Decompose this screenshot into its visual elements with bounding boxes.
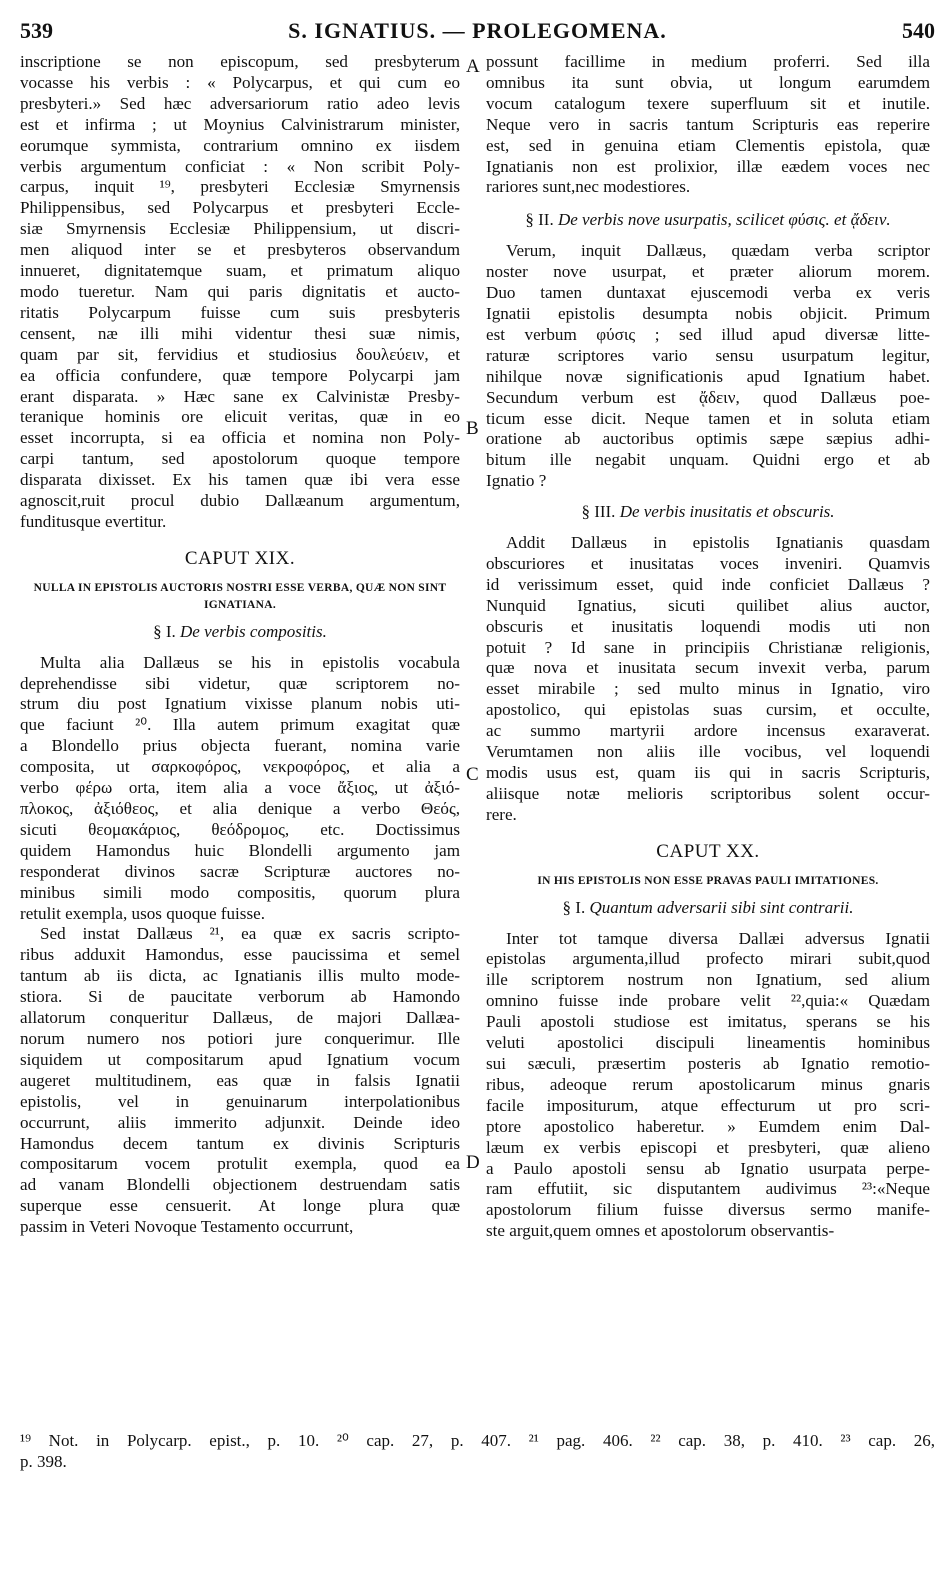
- text-line: agnoscit,ruit procul dubio Dallæanum argumentum,: [20, 491, 460, 511]
- text-line: rere.: [486, 804, 517, 824]
- text-line: allatorum conqueritur Dallæus, de majori Dallæa-: [20, 1008, 460, 1028]
- text-line: est verbum φύσις ; sed illud apud diversæ litte-: [486, 324, 930, 344]
- text-line: disparata dixisset. Ex his tamen quæ ibi vera esse: [20, 470, 460, 490]
- page-number-left: 539: [20, 18, 53, 43]
- text-line: responderat divinos sacræ Scripturæ auctores no-: [20, 861, 460, 881]
- text-line: verbo φέρω orta, item alia a voce ἄξιος, ut ἀξιό-: [20, 778, 460, 798]
- text-line: carpi tantum, sed apostolorum quoque tempore: [20, 449, 460, 469]
- text-line: Addit Dallæus in epistolis Ignatianis quasdam: [506, 533, 930, 553]
- left-column: [20, 52, 460, 1238]
- text-line: ram effutiit, sic disputantem audivimus ²³:«Neque: [486, 1179, 930, 1199]
- text-line: est, sed in genuina etiam Clementis epistola, quæ: [486, 135, 930, 155]
- text-line: Philippensibus, sed Polycarpus et presbyteri Eccle-: [20, 198, 460, 218]
- text-line: Sed instat Dallæus ²¹, ea quæ ex sacris scripto-: [40, 924, 460, 944]
- text-line: innueret, dignitatemque suam, et primatum aliquo: [20, 261, 460, 281]
- footnote-line: ¹⁹ Not. in Polycarp. epist., p. 10. ²⁰ cap. 27, p. 407. ²¹ pag. 406. ²² cap. 38, p. 410. ²³ cap. 26,: [20, 1431, 935, 1450]
- text-line: Nunquid Ignatius, sicuti quilibet alius auctor,: [486, 595, 930, 615]
- right-column: [486, 52, 930, 1242]
- text-line: modo tueretur. Nam qui paris dignitatis et aucto-: [20, 281, 460, 301]
- text-line: tantum ab iis dicta, ac Ignatianis illis multo mode-: [20, 966, 460, 986]
- right-paragraph-3: [486, 533, 930, 826]
- text-line: erant disparata. » Hæc sane ex Calvinistæ Presby-: [20, 386, 460, 406]
- text-line: que faciunt ²⁰. Illa autem primum exagitat quæ: [20, 715, 460, 735]
- text-line: compositarum vocem protulit exempla, quod ea: [20, 1154, 460, 1174]
- section-title: De verbis nove usurpatis, scilicet φύσις. et ᾄδειν.: [557, 210, 891, 230]
- text-line: ritatis Polycarpum fuisse cum suis presbyteris: [20, 302, 460, 322]
- text-line: Ignatio ?: [486, 471, 547, 491]
- text-line: minibus simili modo compositis, quorum plura: [20, 882, 460, 902]
- text-line: sicuti θεομακάριος, θεόδρομος, etc. Doctissimus: [20, 819, 460, 839]
- caput-xx-title: CAPUT XX.: [656, 840, 760, 862]
- text-line: inscriptione se non episcopum, sed presbyterum: [20, 52, 460, 71]
- section-number: § I.: [562, 897, 586, 917]
- text-line: censent, næ illi mihi videntur thesi suæ nimis,: [20, 323, 460, 343]
- text-line: esset incorrupta, si ea officia et nomina non Poly-: [20, 428, 460, 448]
- text-line: quam par sit, fervidius et studiosius δουλεύειν, et: [20, 344, 460, 364]
- text-line: obscuris et inusitatis loquendi modis uti non: [486, 616, 930, 636]
- text-line: composita, ut σαρκοφόρος, νεκροφόρος, et alia a: [20, 757, 460, 777]
- section-heading: [486, 210, 930, 231]
- text-line: quæ nova et inusitata secum invexit verba, parum: [486, 658, 930, 678]
- text-line: Ignatianis non est prolixior, illæ eædem voces nec: [486, 156, 930, 176]
- text-line: apostolico, qui epistolas suas cursim, et occulte,: [486, 700, 930, 720]
- text-line: Hamondus decem tantum ex divinis Scripturis: [20, 1133, 460, 1153]
- text-line: noster nove usurpat, et præter aliorum morem.: [486, 262, 930, 282]
- text-line: epistolas argumenta,illud profecto mirari subit,quod: [486, 949, 930, 969]
- text-line: a Blondello prius objecta fuerant, nomina varie: [20, 736, 460, 756]
- text-line: ea officia confundere, quæ tempore Polycarpi jam: [20, 365, 460, 385]
- section-heading: [486, 502, 930, 523]
- text-line: vocum catalogum texere superfluum sit et inutile.: [486, 93, 930, 113]
- text-line: a Paulo apostoli sensu ab Ignatio usurpata perpe-: [486, 1158, 930, 1178]
- text-line: siæ Smyrnensis Ecclesiæ Philippensium, ut discri-: [20, 219, 460, 239]
- text-line: eorumque symmista, contrarium omnino ex iisdem: [20, 135, 460, 155]
- text-line: raturæ scriptores vario sensu usurpatum legitur,: [486, 345, 930, 365]
- text-line: ad vanam Blondelli objectionem destruendam satis: [20, 1175, 460, 1195]
- text-line: veluti apostolici discipuli lineamentis hominibus: [486, 1033, 930, 1053]
- text-line: superque esse censuerit. At longe plura quæ: [20, 1196, 460, 1216]
- text-line: deprehendisse sibi videtur, quæ scriptorem no-: [20, 673, 460, 693]
- text-line: ribus, adeoque rerum apostolicarum minus gnaris: [486, 1074, 930, 1094]
- margin-letter-d: D: [466, 1152, 480, 1173]
- text-line: modis usus est, quam iis qui in sacris Scripturis,: [486, 763, 930, 782]
- text-line: funditusque evertitur.: [20, 511, 167, 531]
- text-line: ribus adduxit Hamondus, esse paucissima et semel: [20, 945, 460, 965]
- text-line: ticum esse dicit. Neque tamen et in soluta etiam: [486, 408, 930, 428]
- text-line: quidem Hamondus huic Blondelli argumento jam: [20, 840, 460, 860]
- text-line: potuit ? Id sane in principiis Christianæ religionis,: [486, 637, 930, 657]
- text-line: occurrunt, aliis immerito adjunxit. Deinde ideo: [20, 1112, 460, 1132]
- text-line: id verissimum esset, quid inde conficiet Dallæus ?: [486, 574, 930, 594]
- text-line: facile impositurum, atque effecturum ut pro scri-: [486, 1095, 930, 1115]
- margin-letter-a: A: [466, 56, 480, 77]
- text-line: Secundum verbum est ᾄδειν, quod Dallæus poe-: [486, 387, 930, 407]
- text-line: ste arguit,quem omnes et apostolorum observantis-: [486, 1221, 835, 1241]
- section-number: § III.: [581, 502, 616, 522]
- left-paragraph-1: [20, 52, 460, 533]
- text-line: Neque vero in sacris tantum Scripturis eas reperire: [486, 114, 930, 134]
- text-line: presbyteri.» Sed hæc adversariorum ratio adeo levis: [20, 93, 460, 113]
- caput-xix-subtitle: NULLA IN EPISTOLIS AUCTORIS NOSTRI ESSE VERBA, QUÆ NON SINT IGNATIANA.: [33, 581, 447, 611]
- text-line: apostolorum filium fuisse diversus sermo manife-: [486, 1200, 930, 1220]
- text-line: passim in Veteri Novoque Testamento occurrunt,: [20, 1217, 354, 1237]
- margin-letter-b: B: [466, 418, 479, 439]
- text-line: oratione ab auctoribus optimis sæpe sæpius adhi-: [486, 429, 930, 449]
- text-line: augeret multitudinem, eas quæ in falsis Ignatii: [20, 1070, 460, 1090]
- page-number-right: 540: [902, 18, 935, 43]
- caput-xx-subtitle: IN HIS EPISTOLIS NON ESSE PRAVAS PAULI IMITATIONES.: [537, 874, 879, 887]
- text-line: retulit exempla, usos quoque fuisse.: [20, 903, 265, 923]
- section-heading: [486, 898, 930, 919]
- text-line: Multa alia Dallæus se his in epistolis vocabula: [40, 652, 460, 672]
- text-line: norum numero nos potiori jure conquerimur. Ille: [20, 1028, 460, 1048]
- text-line: stiora. Si de paucitate verborum ab Hamondo: [20, 987, 460, 1007]
- text-line: est et infirma ; ut Moynius Calvinistrarum minister,: [20, 114, 460, 134]
- text-line: ille scriptorem nostrum non Ignatium, sed alium: [486, 970, 930, 990]
- text-line: πλοκος, ἀξιόθεος, et alia denique a verbo Θεός,: [20, 799, 460, 818]
- margin-letter-c: C: [466, 764, 479, 785]
- text-line: bitum ille negabit unquam. Quidni ergo et ab: [486, 450, 930, 470]
- text-line: sui sæculi, præsertim posteris ab Ignatio remotio-: [486, 1053, 930, 1073]
- text-line: ac summo martyrii ardore incensus exaraverat.: [486, 721, 930, 741]
- running-head: [20, 14, 935, 48]
- text-line: omnino fuisse inde probare velit ²²,quia:« Quædam: [486, 991, 930, 1011]
- right-paragraph-1: [486, 52, 930, 198]
- footnote-line: p. 398.: [20, 1452, 67, 1471]
- text-line: Verum, inquit Dallæus, quædam verba scriptor: [506, 241, 930, 261]
- text-line: epistolis, vel in genuinarum interpolationibus: [20, 1091, 460, 1111]
- text-line: men aliquod inter se et presbyteros observandum: [20, 240, 460, 260]
- section-title: De verbis compositis.: [180, 621, 327, 641]
- text-line: teranique hominis ore elicuit veritas, quæ in eo: [20, 407, 460, 427]
- left-paragraph-3: [20, 924, 460, 1238]
- section-heading: [20, 622, 460, 643]
- section-number: § I.: [153, 621, 176, 641]
- running-title: S. IGNATIUS. — PROLEGOMENA.: [288, 18, 667, 43]
- section-title: Quantum adversarii sibi sint contrarii.: [589, 897, 854, 917]
- section-number: § II.: [525, 210, 554, 230]
- text-line: Inter tot tamque diversa Dallæi adversus Ignatii: [506, 928, 930, 948]
- section-title: De verbis inusitatis et obscuris.: [619, 502, 835, 522]
- text-line: Verumtamen non aliis ille vocibus, vel loquendi: [486, 742, 930, 762]
- text-line: rariores sunt,nec modestiores.: [486, 177, 691, 197]
- footnotes: [20, 1430, 935, 1472]
- text-line: strum diu post Ignatium vixisse planum nobis uti-: [20, 694, 460, 714]
- text-line: carpus, inquit ¹⁹, presbyteri Ecclesiæ Smyrnensis: [20, 177, 460, 197]
- left-paragraph-2: [20, 653, 460, 925]
- text-line: Duo tamen duntaxat ejuscemodi verba ex veris: [486, 283, 930, 303]
- text-line: læum ex verbis episcopi et presbyteri, quæ alieno: [486, 1137, 930, 1157]
- text-line: vocasse his verbis : « Polycarpus, et qui cum eo: [20, 72, 460, 92]
- text-line: esset mirabile ; sed multo minus in Ignatio, viro: [486, 679, 930, 699]
- text-line: Pauli apostoli studiose est imitatus, sperans se his: [486, 1012, 930, 1032]
- text-line: ptore apostolico haberetur. » Eumdem enim Dal-: [486, 1116, 930, 1136]
- text-line: possunt facillime in medium proferri. Sed illa: [486, 52, 930, 71]
- text-line: Ignatii epistolis desumpta nobis objicit. Primum: [486, 303, 930, 323]
- caput-xix-title: CAPUT XIX.: [184, 547, 296, 569]
- text-line: omnibus ita sunt obvia, ut longum earumdem: [486, 72, 930, 92]
- text-line: obscuriores et inusitatas voces inveniri. Quamvis: [486, 553, 930, 573]
- text-line: aliisque notæ melioris scriptoribus solent occur-: [486, 783, 930, 803]
- right-paragraph-2: [486, 241, 930, 492]
- text-line: nihilque novæ significationis apud Ignatium habet.: [486, 366, 930, 386]
- right-paragraph-4: [486, 929, 930, 1243]
- text-line: siquidem ut compositarum apud Ignatium vocum: [20, 1049, 460, 1069]
- text-line: verbis argumentum conficiat : « Non scribit Poly-: [20, 156, 460, 176]
